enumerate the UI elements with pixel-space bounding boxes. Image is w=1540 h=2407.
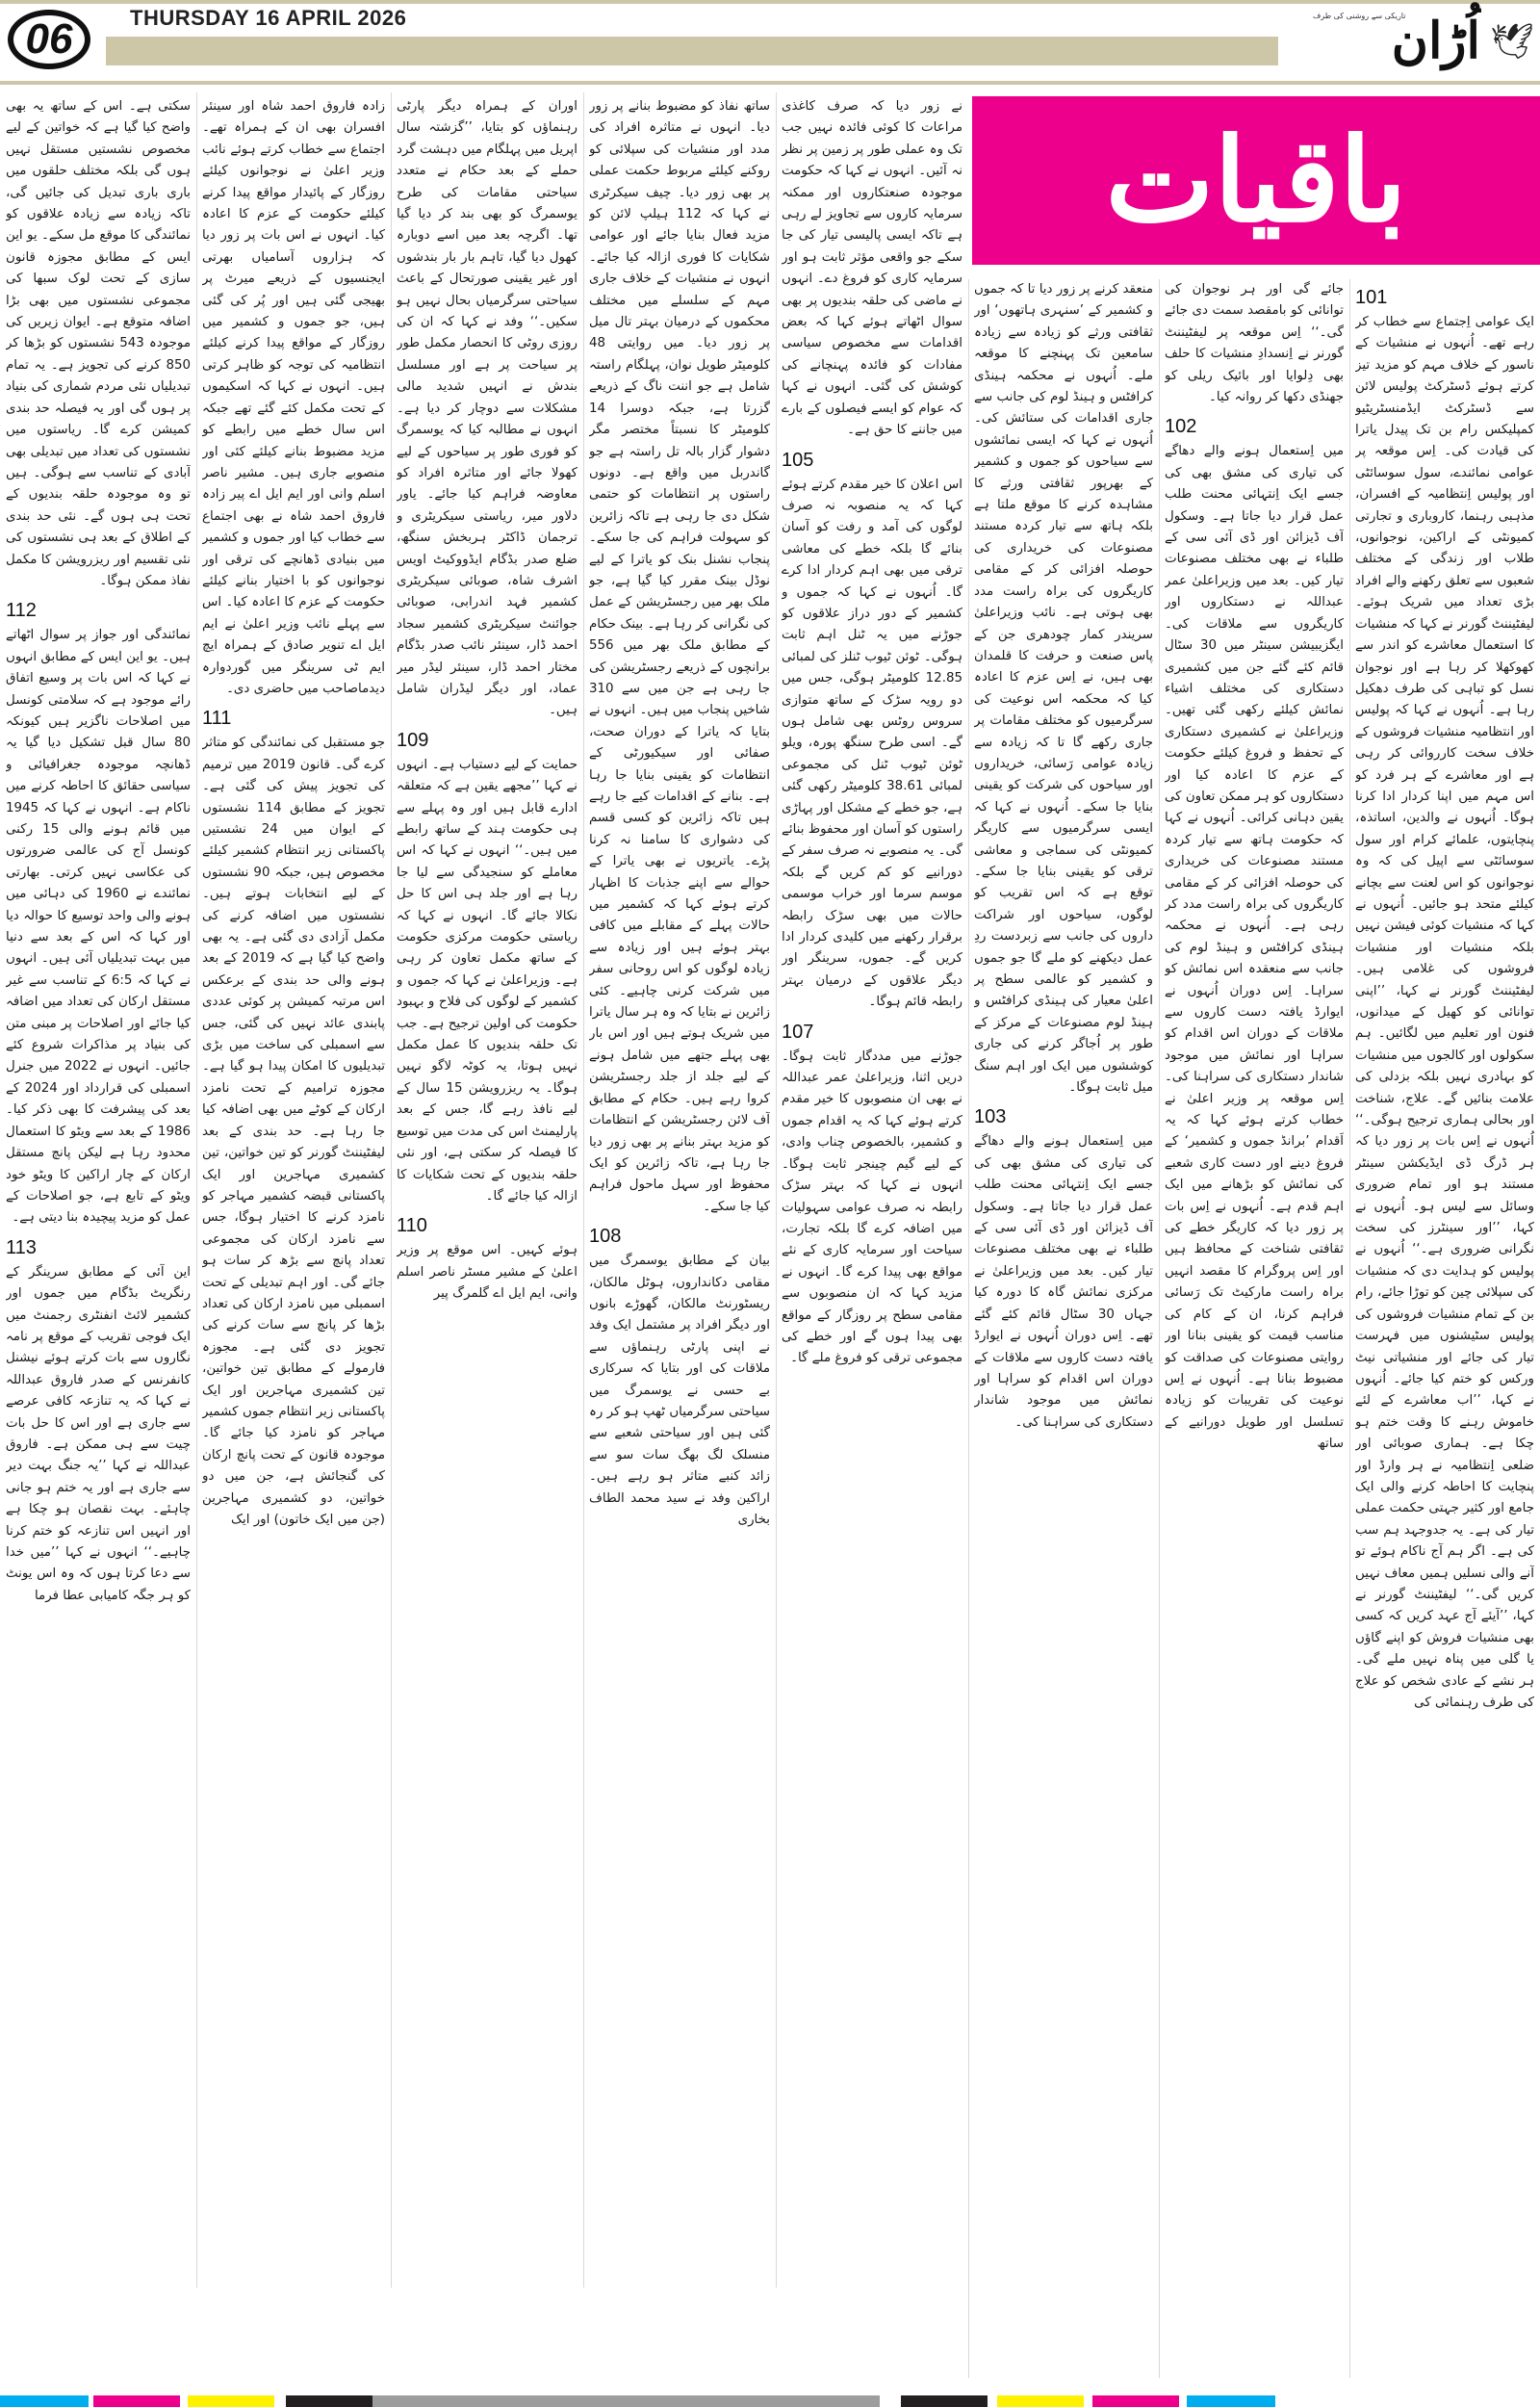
continuation-number: 108 bbox=[589, 1226, 622, 1248]
article-text: زادہ فاروق احمد شاہ اور سینئر افسران بھی ان کے ہمراہ تھے۔ اجتماع سے خطاب کرتے ہوئے نائب وزیر اعلیٰ نے نوجوانوں کیلئے روزگار کے پائیدار مواقع پیدا کرنے کیلئے حکومت کے عزم کا اعادہ کیا۔ انہوں نے اس بات پر زور دیا کہ ہزاروں آسامیاں بھرتی ایجنسیوں کے ذریعے میرٹ پر بھیجی گئی ہیں اور پُر کی گئی ہیں، جو جموں و کشمیر میں روزگار کے مواقع پیدا کرنے کیلئے انتظامیہ کی توجہ کو ظاہر کرتی ہیں۔ انہوں نے کہا کہ اسکیموں کے تحت مکمل کئے گئے تھے جبکہ اس سال خطے میں رابطے کو مزید مضبوط بنانے کیلئے کئی اور منصوبے جاری ہیں۔ مشیر ناصر اسلم وانی اور ایم ایل اے پیر زادہ فاروق احمد شاہ نے بھی اجتماع سے خطاب کیا اور جموں و کشمیر میں بنیادی ڈھانچے کی ترقی اور نوجوانوں کو با اختیار بنانے کیلئے حکومت کے عزم کا اعادہ کیا۔ اس سے پہلے نائب وزیر اعلیٰ نے ایم ایل اے تنویر صادق کے ہمراہ ایچ ایم ٹی سرینگر میں گوردوارہ دیدماصاحب میں حاضری دی۔ bbox=[202, 99, 385, 696]
page-number: 06 bbox=[25, 15, 73, 63]
article-text: منعقد کرنے پر زور دیا تا کہ جموں و کشمیر کے ’سنہری ہاتھوں‘ اور ثقافتی ورثے کو زیادہ سے زیادہ سامعین تک پہنچنے کا موقعہ ملے۔ اُنہوں نے محکمہ ہینڈی کرافٹس و ہینڈ لوم کی جانب سے جاری اقدامات کی ستائش کی۔ اُنہوں نے کہا کہ ایسی نمائشوں سے سیاحوں کو جموں و کشمیر کے بھرپور ثقافتی ورثے کا مشاہدہ کرنے کا موقع ملتا ہے بلکہ ہاتھ سے تیار کردہ مستند مصنوعات کی خریداری کی حوصلہ افزائی کر کے مقامی کاریگروں کی براہ راست مدد بھی ہوتی ہے۔ نائب وزیراعلیٰ سریندر کمار چودھری جن کے پاس صنعت و حرفت کا قلمدان بھی ہیں، نے اِس عزم کا اعادہ کیا کہ محکمہ اس نوعیت کی سرگرمیوں کو مختلف مقامات پر جاری رکھے گا تا کہ زیادہ سے زیادہ عوامی رَسائی، خریداروں اور سیاحوں کی شرکت کو یقینی بنایا جا سکے۔ اُنہوں نے کہا کہ ایسی سرگرمیوں سے کاریگر کمیونٹی کی سماجی و معاشی ترقی کو یقینی بنایا جا سکے۔ توقع ہے کہ اس تقریب کو لوگوں، سیاحوں اور شراکت داروں کی جانب سے زبردست ردِ عمل دیکھنے کو ملے گا جو جموں و کشمیر کو عالمی سطح پر اعلیٰ معیار کی ہینڈی کرافٹس و ہینڈ لوم مصنوعات کے مرکز کے طور پر اُجاگر کرنے کی جاری کوششوں میں ایک اور اہم سنگ میل ثابت ہوگا۔ bbox=[974, 282, 1153, 1096]
article-text: این آئی کے مطابق سرینگر کے رنگریٹ بڈگام میں جموں اور کشمیر لائٹ انفنٹری رجمنٹ میں ایک فوجی تقریب کے موقع پر نامہ نگاروں سے بات کرتے ہوئے نیشنل کانفرنس کے صدر فاروق عبداللہ نے کہا کہ یہ تنازعہ کافی عرصے سے جاری ہے اور اس کا حل بات چیت سے ہی ممکن ہے۔ فاروق عبداللہ نے کہا ’’یہ جنگ بہت دیر سے جاری ہے اور یہ ختم ہو جانی چاہئے۔ بہت نقصان ہو چکا ہے اور انہیں اس تنازعہ کو ختم کرنا چاہیے۔‘‘ انہوں نے کہا ’’میں خدا سے دعا کرتا ہوں کہ وہ اس یونٹ کو ہر جگہ کامیابی عطا فرما bbox=[6, 1264, 191, 1603]
column-rule bbox=[776, 92, 777, 2288]
banner-title: باقیات bbox=[1105, 112, 1407, 248]
color-bar-cyan bbox=[0, 2395, 89, 2407]
continuation-number: 107 bbox=[782, 1021, 814, 1043]
continuation-number: 112 bbox=[6, 600, 37, 622]
color-bar-magenta bbox=[1092, 2395, 1179, 2407]
article-text: ساتھ نفاذ کو مضبوط بنانے پر زور دیا۔ انہوں نے متاثرہ افراد کی مدد اور منشیات کی سپلائی کو روکنے کیلئے مربوط حکمت عملی پر بھی زور دیا۔ چیف سیکرٹری نے کہا کہ 112 ہیلپ لائن کو مزید فعال بنایا جائے اور عوامی شکایات کا فوری ازالہ کیا جائے۔ انہوں نے منشیات کے خلاف جاری مہم کے سلسلے میں مختلف محکموں کے درمیان بہتر تال میل پر زور دیا۔ میں روایتی 48 کلومیٹر طویل نوان، پہلگام راستہ شامل ہے جو اننت ناگ کے ذریعے گزرتا ہے، جبکہ دوسرا 14 کلومیٹر کا نسبتاً مختصر مگر دشوار گزار بالہ تل راستہ ہے جو گاندربل میں واقع ہے۔ دونوں راستوں پر انتظامات کو حتمی شکل دی جا رہی ہے تاکہ زائرین کو سہولت فراہم کی جا سکے۔ پنجاب نشنل بنک کو یاترا کے لیے نوڈل بینک مقرر کیا گیا ہے، جو ملک بھر میں رجسٹریشن کے عمل کی نگرانی کر رہا ہے۔ بینک حکام کے مطابق ملک بھر میں 556 برانچوں کے ذریعے رجسٹریشن کی جا رہی ہے جن میں سے 310 شاخیں پنجاب میں ہیں۔ انہوں نے بتایا کہ یاترا کے دوران صحت، صفائی اور سیکیورٹی کے انتظامات کو یقینی بنایا جا رہا ہے۔ بنانے کے اقدامات کیے جا رہے ہیں تاکہ زائرین کو کسی قسم کی دشواری کا سامنا نہ کرنا پڑے۔ یاتریوں نے بھی یاترا کے حوالے سے اپنے جذبات کا اظہار کرتے ہوئے کہا کہ کشمیر میں حالات پہلے کے مقابلے میں کافی بہتر ہوئے ہیں اور زیادہ سے زیادہ لوگوں کو اس روحانی سفر میں شرکت کرنی چاہیے۔ کئی زائرین نے بتایا کہ وہ ہر سال یاترا میں شریک ہوتے ہیں اور اس بار بھی پہلے جتھے میں شامل ہونے کے لیے جلد از جلد رجسٹریشن کروا رہے ہیں۔ حکام کے مطابق آف لائن رجسٹریشن کے انتظامات کو مزید بہتر بنانے پر بھی زور دیا جا رہا ہے، تاکہ زائرین کو ایک محفوظ اور سہل ماحول فراہم کیا جا سکے۔ bbox=[589, 99, 770, 1214]
header-rule bbox=[0, 81, 1540, 85]
article-text: اس اعلان کا خیر مقدم کرتے ہوئے کہا کہ یہ منصوبہ نہ صرف لوگوں کی آمد و رفت کو آسان بنائے گا بلکہ خطے کی معاشی ترقی میں بھی اہم کردار ادا کرے گا۔ اُنہوں نے کہا کہ جموں و کشمیر کے دور دراز علاقوں کو جوڑنے میں یہ ٹنل اہم ثابت ہوگی۔ ٹوئن ٹیوب ٹنلز کی لمبائی 12.85 کلومیٹر ہوگی، جس میں دو رویہ سڑک کے ساتھ متوازی سروس روٹس بھی شامل ہوں گے۔ اسی طرح سنگھ پورہ، ویلو ٹوئن ٹیوب ٹنل کی مجموعی لمبائی 38.61 کلومیٹر رکھی گئی ہے، جو خطے کے مشکل اور پہاڑی راستوں کو آسان اور محفوظ بنائے گی۔ یہ منصوبے نہ صرف سفر کے دورانیے کو کم کریں گے بلکہ موسم سرما اور خراب موسمی حالات میں بھی سڑک رابطہ برقرار رکھنے میں کلیدی کردار ادا کریں گے۔ جموں، سرینگر اور دیگر علاقوں کے درمیان بہتر رابطہ قائم ہوگا۔ bbox=[782, 477, 962, 1010]
article-column bbox=[1355, 279, 1534, 2378]
masthead-tagline: تاریکی سے روشنی کی طرف bbox=[1313, 12, 1406, 20]
continuation-number: 103 bbox=[974, 1106, 1007, 1128]
article-column bbox=[589, 96, 770, 2378]
column-rule bbox=[196, 92, 197, 2288]
article-column bbox=[974, 279, 1153, 2378]
article-column bbox=[782, 96, 962, 2378]
article-text: ہوئے کہیں۔ اس موقع پر وزیر اعلیٰ کے مشیر مسٹر ناصر اسلم وانی، ایم ایل اے گلمرگ پیر bbox=[397, 1243, 578, 1302]
continuation-number: 102 bbox=[1165, 416, 1197, 438]
color-bar-black bbox=[286, 2395, 372, 2407]
color-bar-magenta bbox=[93, 2395, 180, 2407]
article-text: نے زور دیا کہ صرف کاغذی مراعات کا کوئی فائدہ نہیں جب تک وہ عملی طور پر زمین پر نظر نہ آئیں۔ انہوں نے کہا کہ حکومت موجودہ صنعتکاروں اور ممکنہ سرمایہ کاروں سے تجاویز لے رہی ہے تاکہ ایسی پالیسی تیار کی جا سکے جو واقعی مؤثر ثابت ہو اور سرمایہ کاری کو فروغ دے۔ انہوں نے ماضی کی حلقہ بندیوں پر بھی سوال اٹھاتے ہوئے کہا کہ بعض اقدامات سے مخصوص سیاسی مفادات کو فائدہ پہنچانے کی کوشش کی گئی۔ انہوں نے کہا کہ عوام کو ایسے فیصلوں کے بارے میں جاننے کا حق ہے۔ bbox=[782, 99, 962, 438]
article-column bbox=[202, 96, 385, 2378]
article-text: جوڑنے میں مددگار ثابت ہوگا۔ دریں اثنا، وزیراعلیٰ عمر عبداللہ نے بھی ان منصوبوں کا خیر مقدم کرتے ہوئے کہا کہ یہ اقدام جموں و کشمیر، بالخصوص چناب وادی، کے لیے گیم چینجر ثابت ہوگا۔ انہوں نے کہا کہ بہتر سڑک رابطہ نہ صرف عوامی سہولیات میں اضافہ کرے گا بلکہ تجارت، سیاحت اور سرمایہ کاری کے نئے مواقع بھی پیدا کرے گا۔ انہوں نے مزید کہا کہ ان منصوبوں سے مقامی سطح پر روزگار کے مواقع بھی پیدا ہوں گے اور خطے کی مجموعی ترقی کو فروغ ملے گا۔ bbox=[782, 1048, 962, 1366]
print-color-bars bbox=[0, 2395, 1540, 2407]
color-bar-black bbox=[901, 2395, 988, 2407]
article-text: بیان کے مطابق یوسمرگ میں مقامی دکانداروں، ہوٹل مالکان، ریسٹورنٹ مالکان، گھوڑے بانوں اور دیگر افراد پر مشتمل ایک وفد نے اپنی پارٹی رہنماؤں سے ملاقات کی اور بتایا کہ سرکاری بے حسی نے یوسمرگ میں سیاحتی سرگرمیاں ٹھپ ہو کر رہ گئی ہیں اور سیاحتی شعبے سے منسلک لگ بھگ سات سو سے زائد کنبے متاثر ہو رہے ہیں۔ اراکین وفد نے سید محمد الطاف بخاری bbox=[589, 1254, 770, 1527]
article-text: سکتی ہے۔ اس کے ساتھ یہ بھی واضح کیا گیا ہے کہ خواتین کے لیے مخصوص نشستیں مستقل نہیں ہوں گی بلکہ مختلف حلقوں میں باری باری تبدیل کی جائیں گی، تاکہ زیادہ سے زیادہ علاقوں کو نمائندگی کا موقع مل سکے۔ یو این ایس کے مطابق مجوزہ قانون سازی کے تحت لوک سبھا کی مجموعی نشستوں میں بھی بڑا اضافہ متوقع ہے۔ ایوان زیریں کی موجودہ 543 نشستوں کو بڑھا کر 850 کرنے کی تجویز ہے۔ یہ تمام تبدیلیاں نئی مردم شماری کی بنیاد پر ہوں گی اور یہ فیصلہ حد بندی کمیشن کرے گا۔ ریاستوں میں نشستوں کی تعداد میں تبدیلی بھی آبادی کے تناسب سے ہوگی۔ ہیں تو وہ موجودہ حلقہ بندیوں کے تحت ہی ہوں گے۔ نئی حد بندی کے اطلاق کے بعد ہی نشستوں کی نئی تقسیم اور ریزرویشن کا مکمل نفاذ ممکن ہوگا۔ bbox=[6, 99, 191, 588]
article-text: میں اِستعمال ہونے والے دھاگے کی تیاری کی مشق بھی کی جسے ایک اِنتہائی محنت طلب عمل قرار دیا جاتا ہے۔ وسکول آف ڈیزائن اور ڈی آئی سی کے طلباء نے بھی مختلف مصنوعات تیار کیں۔ بعد میں وزیراعلیٰ عمر عبداللہ نے دستکاروں اور کاریگروں سے ملاقات کی۔ ایگزیبیشن سینٹر میں 30 سٹال قائم کئے گئے جن میں کشمیری دستکاری کی مختلف اشیاء نمائش کیلئے رکھی گئی تھیں۔ وزیراعلیٰ نے کشمیری دستکاری کے تحفظ و فروغ کیلئے حکومت کے عزم کا اعادہ کیا اور دستکاروں کو ہر ممکن تعاون کی یقین دہانی کرائی۔ اُنہوں نے کہا کہ حکومت ہاتھ سے تیار کردہ مستند مصنوعات کی خریداری کی حوصلہ افزائی کر کے مقامی کاریگروں کی براہ راست مدد کر رہی ہے۔ اُنہوں نے محکمہ ہینڈی کرافٹس و ہینڈ لوم کی جانب سے منعقدہ اس نمائش کو سراہا۔ اِس دوران اُنہوں نے ایوارڈ یافتہ دست کاروں سے ملاقات کے دوران اس اقدام کو سراہا اور نمائش میں موجود شاندار دستکاری کی سراہنا کی۔ اِس موقعہ پر وزیر اعلیٰ نے خطاب کرتے ہوئے کہا کہ یہ اَقدام ’برانڈ جموں و کشمیر‘ کے فروغ دینے اور دست کاری شعبے کی نمائش کو بڑھانے میں ایک اہم قدم ہے۔ اُنہوں نے اِس بات پر زور دیا کہ کاریگر خطے کی ثقافتی شناخت کے محافظ ہیں اور اِس پروگرام کا مقصد انہیں براہ راست مارکیٹ تک رَسائی فراہم کرنا، ان کے کام کی مناسب قیمت کو یقینی بنانا اور روایتی مصنوعات کی صداقت کو مضبوط بنانا ہے۔ اُنہوں نے اِس نوعیت کی تقریبات کو زیادہ تسلسل اور طویل دورانیے کے ساتھ bbox=[1165, 444, 1344, 1452]
continuation-number: 101 bbox=[1355, 287, 1388, 308]
article-text: ایک عوامی اِجتماع سے خطاب کر رہے تھے۔ اُنہوں نے منشیات کے ناسور کے خلاف مہم کو مزید تیز کرتے ہوئے ڈسٹرکٹ پولیس لائن سے ڈسٹرکٹ ایڈمنسٹریٹیو کمپلیکس رام بن تک پیدل یاترا کی قیادت کی۔ اِس موقعہ پر عوامی نمائندے، سول سوسائٹی اور پولیس اِنتظامیہ کے افسران، مذہبی رہنما، کاروباری و تجارتی کمیونٹی کے اراکین، نوجوانوں، طلاب اور زندگی کے مختلف شعبوں سے تعلق رکھنے والے افراد بڑی تعداد میں شریک ہوئے۔ لیفٹیننٹ گورنر نے کہا کہ منشیات کا استعمال معاشرے کو اندر سے کھوکھلا کر رہا ہے اور نوجوان نسل کو تباہی کی طرف دھکیل رہا ہے۔ اُنہوں نے کہا کہ پولیس اور انتظامیہ منشیات فروشوں کے خلاف سخت کارروائی کر رہی ہے اور معاشرے کے ہر فرد کو اس مہم میں اپنا کردار ادا کرنا ہوگا۔ اُنہوں نے والدین، اساتذہ، پنچایتوں، علمائے کرام اور سول سوسائٹی سے اپیل کی کہ وہ نوجوانوں کو اس لعنت سے بچانے کیلئے متحد ہو جائیں۔ اُنہوں نے کہا کہ منشیات کوئی فیشن نہیں بلکہ منشیات اور منشیات فروشوں کی غلامی ہیں۔ لیفٹیننٹ گورنر نے کہا، ’’اپنی توانائی کو کھیل کے میدانوں، فنون اور تعلیم میں لگائیں۔ ہم سکولوں اور کالجوں میں منشیات کو بہادری نہیں بلکہ بزدلی کی علامت بنائیں گے۔ علاج، شناخت اور بحالی ہماری ترجیح ہوگی۔‘‘ اُنہوں نے اِس بات پر زور دیا کہ ہر ڈرگ ڈی ایڈیکشن سینٹر مستند ہو اور تمام ضروری وسائل سے لیس ہو۔ اُنہوں نے کہا، ’’اور سینٹرز کی سخت نگرانی ضروری ہے۔‘‘ اُنہوں نے پولیس کو ہدایت دی کہ منشیات کی سپلائی چین کو توڑا جائے، رام بن کے تمام منشیات فروشوں کی پولیس سٹیشنوں میں فہرست تیار کی جائے اور منشیاتی نیٹ ورکس کو ختم کیا جائے۔ اُنہوں نے کہا، ’’اب معاشرے کے لئے خاموش رہنے کا وقت ختم ہو چکا ہے۔ ہماری صوبائی اور ضلعی اِنتظامیہ نے ہر وارڈ اور پنچایت کا احاطہ کرنے والی ایک جامع اور کثیر جہتی حکمت عملی تیار کی ہے۔ یہ جدوجہد ہم سب کی ہے۔ اگر ہم آج ناکام ہوئے تو آنے والی نسلیں ہمیں معاف نہیں کریں گی۔‘‘ لیفٹیننٹ گورنر نے کہا، ’’آیئے آج عہد کریں کہ کسی بھی منشیات فروش کو اپنے گاؤں یا گلی میں پناہ نہیں ملے گی۔ ہر نشے کے عادی شخص کو علاج کی طرف رہنمائی کی bbox=[1355, 315, 1534, 1710]
continuation-number: 110 bbox=[397, 1215, 427, 1237]
masthead bbox=[1303, 8, 1534, 77]
article-text: حمایت کے لیے دستیاب ہے۔ انہوں نے کہا ’’مجھے یقین ہے کہ متعلقہ ادارے قابل ہیں اور وہ پہلے سے ہی حکومت ہند کے ساتھ رابطے میں ہیں۔‘‘ انہوں نے کہا کہ اس معاملے کو سنجیدگی سے لیا جا رہا ہے اور جلد ہی اس کا حل نکالا جائے گا۔ انہوں نے کہا کہ ریاستی حکومت مرکزی حکومت کے ساتھ مکمل تعاون کر رہی ہے۔ وزیراعلیٰ نے کہا کہ جموں و کشمیر کے لوگوں کی فلاح و بہبود حکومت کی اولین ترجیح ہے۔ جب تک حلقہ بندیوں کا عمل مکمل نہیں ہوتا، یہ کوٹہ لاگو نہیں ہوگا۔ یہ ریزرویشن 15 سال کے لیے نافذ رہے گا، جس کے بعد پارلیمنٹ اس کی مدت میں توسیع کا فیصلہ کر سکتی ہے، اور نئی حلقہ بندیوں کے تحت شکایات کا ازالہ کیا جائے گا۔ bbox=[397, 757, 578, 1204]
column-rule bbox=[583, 92, 584, 2288]
article-text: نمائندگی اور جواز پر سوال اٹھاتے ہیں۔ یو این ایس کے مطابق انہوں نے کہا کہ اس بات پر وسیع اتفاق رائے موجود ہے کہ سلامتی کونسل میں اصلاحات ناگزیر ہیں کیونکہ 80 سال قبل تشکیل دیا گیا یہ ڈھانچہ موجودہ جغرافیائی و سیاسی حقائق کا احاطہ کرنے میں ناکام ہے۔ انہوں نے کہا کہ 1945 میں قائم ہونے والی 15 رکنی کونسل آج کی عالمی ضرورتوں کی عکاسی نہیں کرتی۔ بھارتی نمائندے نے 1960 کی دہائی میں ہونے والی واحد توسیع کا حوالہ دیا اور کہا کہ اس کے بعد سے دنیا میں بہت تبدیلیاں آئی ہیں۔ انہوں نے کہا کہ 6:5 کے تناسب سے غیر مستقل ارکان کی تعداد میں اضافہ کیا جائے اور اصلاحات پر مبنی متن کی بنیاد پر مذاکرات شروع کئے جائیں۔ انہوں نے 2022 میں جنرل اسمبلی کی قرارداد اور 2024 کے بعد کی پیشرفت کا بھی ذکر کیا۔ 1986 کے بعد سے ویٹو کا استعمال محدود رہا ہے لیکن پانچ مستقل ارکان کے چار اراکین کا ویٹو خود ویٹو کے تابع ہے، جو اصلاحات کے عمل کو مزید پیچیدہ بنا دیتی ہے۔ bbox=[6, 628, 191, 1226]
article-text: اوران کے ہمراہ دیگر پارٹی رہنماؤں کو بتایا، ’’گزشتہ سال اپریل میں پہلگام میں دہشت گرد حملے کے بعد حکام نے متعدد سیاحتی مقامات کی طرح یوسمرگ کو بھی بند کر دیا گیا تھا۔ اگرچہ بعد میں اسے دوبارہ کھول دیا گیا، تاہم بار بار بندشوں اور غیر یقینی صورتحال کے باعث سیاحتی سرگرمیاں بحال نہیں ہو سکیں۔‘‘ وفد نے کہا کہ ان کی روزی روٹی کا انحصار مکمل طور پر سیاحت پر ہے اور مسلسل بندش نے انہیں شدید مالی مشکلات سے دوچار کر دیا ہے۔ انہوں نے مطالبہ کیا کہ یوسمرگ کو فوری طور پر سیاحوں کے لیے کھولا جائے اور متاثرہ افراد کو معاوضہ فراہم کیا جائے۔ یاور دلاور میر، ریاستی سیکریٹری و ترجمان ڈاکٹر ہربخش سنگھ، ضلع صدر بڈگام ایڈووکیٹ اویس اشرف شاہ، صوبائی سیکریٹری کشمیر فہد اندرابی، صوبائی جوائنٹ سیکریٹری کشمیر سجاد احمد ڈار، سینئر نائب صدر بڈگام مختار احمد ڈار، سینئر لیڈر میر عماد، اور دیگر لیڈران شامل ہیں۔ bbox=[397, 99, 578, 718]
dateline: THURSDAY 16 APRIL 2026 bbox=[130, 6, 407, 30]
masthead-logo: اُڑان bbox=[1391, 12, 1480, 70]
article-column bbox=[1165, 279, 1344, 2378]
article-column bbox=[6, 96, 191, 2378]
column-rule bbox=[391, 92, 392, 2288]
continuation-number: 113 bbox=[6, 1236, 37, 1258]
color-bar-yellow bbox=[997, 2395, 1084, 2407]
continuation-number: 105 bbox=[782, 449, 814, 471]
article-column bbox=[397, 96, 578, 2378]
column-rule bbox=[1349, 279, 1350, 2378]
section-banner bbox=[972, 96, 1540, 265]
column-rule bbox=[1159, 279, 1160, 2378]
continuation-number: 111 bbox=[202, 708, 232, 730]
color-bar-yellow bbox=[188, 2395, 274, 2407]
continuation-number: 109 bbox=[397, 729, 429, 751]
page-number-badge bbox=[8, 10, 90, 69]
top-rule bbox=[0, 0, 1540, 4]
color-bar-grey bbox=[372, 2395, 880, 2407]
column-rule bbox=[968, 279, 969, 2378]
article-text: جائے گی اور ہر نوجوان کی توانائی کو بامقصد سمت دی جائے گی۔‘‘ اِس موقعہ پر لیفٹیننٹ گورنر نے اِنسدادِ منشیات کا حلف بھی دِلوایا اور بائیک ریلی کو جھنڈی دکھا کر روانہ کیا۔ bbox=[1165, 282, 1344, 405]
flying-bird-icon: 🕊 bbox=[1490, 22, 1534, 62]
color-bar-cyan bbox=[1187, 2395, 1275, 2407]
article-text: جو مستقبل کی نمائندگی کو متاثر کرے گی۔ قانون 2019 میں ترمیم کی تجویز پیش کی گئی ہے۔ تجویز کے مطابق 114 نشستوں کے ایوان میں 24 نشستیں پاکستانی زیر انتظام کشمیر کیلئے مخصوص ہیں، جبکہ 90 نشستوں کے لیے انتخابات ہوتے ہیں۔ نشستوں میں اضافہ کرنے کی مکمل آزادی دی گئی ہے۔ یہ بھی واضح کیا گیا ہے کہ 2019 کے بعد ہونے والی حد بندی کے برعکس اس مرتبہ کمیشن پر کوئی عددی پابندی عائد نہیں کی گئی، جس سے اسمبلی کی ساخت میں بڑی تبدیلیوں کا امکان پیدا ہو گیا ہے۔ مجوزہ ترامیم کے تحت نامزد ارکان کے کوٹے میں بھی اضافہ کیا جا رہا ہے۔ حد بندی کے بعد لیفٹیننٹ گورنر کو تین خواتین، تین کشمیری مہاجرین اور ایک پاکستانی قبضہ کشمیر مہاجر کو نامزد کرنے کا اختیار ہوگا، جس سے نامزد ارکان کی مجموعی تعداد پانچ سے بڑھ کر سات ہو جائے گی۔ اور اہم تبدیلی کے تحت اسمبلی میں نامزد ارکان کی تعداد بڑھا کر پانچ سے سات کرنے کی تجویز دی گئی ہے۔ مجوزہ فارمولے کے مطابق تین خواتین، تین کشمیری مہاجرین اور ایک پاکستانی زیر انتظام جموں کشمیر مہاجر کو نامزد کیا جائے گا۔ موجودہ قانون کے تحت پانچ ارکان کی گنجائش ہے، جن میں دو خواتین، دو کشمیری مہاجرین (جن میں ایک خاتون) اور ایک bbox=[202, 736, 385, 1527]
header-band bbox=[106, 37, 1278, 65]
article-text: میں اِستعمال ہونے والے دھاگے کی تیاری کی مشق بھی کی جسے ایک اِنتہائی محنت طلب عمل قرار دیا جاتا ہے۔ وسکول آف ڈیزائن اور ڈی آئی سی کے طلباء نے بھی مختلف مصنوعات تیار کیں۔ بعد میں وزیراعلیٰ نے مرکزی نمائش گاہ کا دورہ کیا جہاں 30 سٹال قائم کئے گئے تھے۔ اِس دوران اُنہوں نے ایوارڈ یافتہ دست کاروں سے ملاقات کے دوران اس اقدام کو سراہا اور نمائش میں موجود شاندار دستکاری کی سراہنا کی۔ bbox=[974, 1134, 1153, 1430]
